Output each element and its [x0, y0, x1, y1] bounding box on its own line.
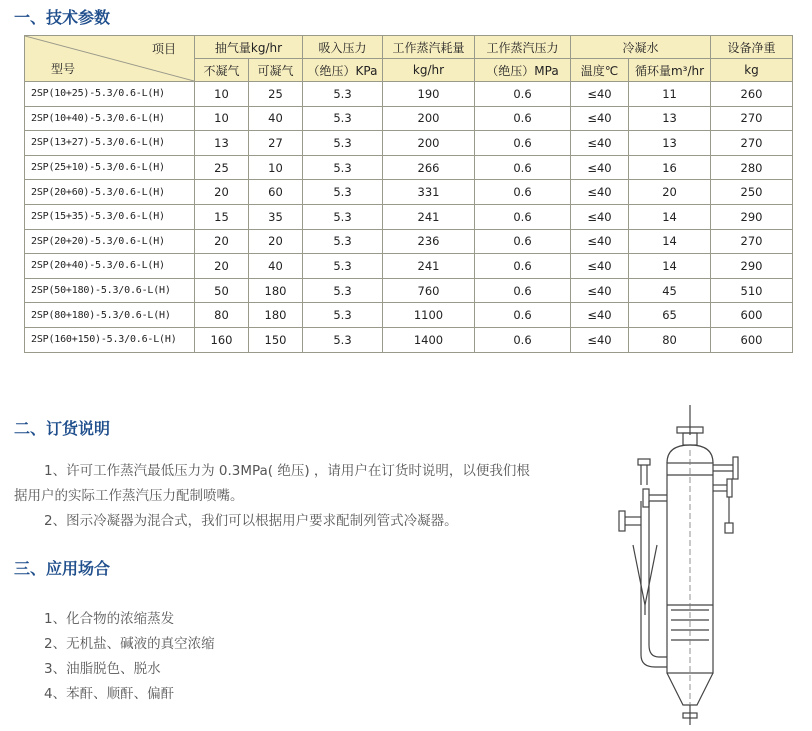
cell-model: 2SP(10+25)-5.3/0.6-L(H) — [25, 82, 195, 107]
cell-steam: 241 — [383, 204, 475, 229]
cell-pressure: 0.6 — [475, 106, 571, 131]
cell-weight: 600 — [711, 327, 793, 352]
cell-steam: 200 — [383, 106, 475, 131]
cell-weight: 280 — [711, 155, 793, 180]
table-row — [25, 303, 793, 328]
table-row — [25, 278, 793, 303]
cell-c: 40 — [249, 106, 303, 131]
cell-model: 2SP(50+180)-5.3/0.6-L(H) — [25, 278, 195, 303]
condenser-diagram — [605, 405, 805, 730]
cell-weight: 270 — [711, 131, 793, 156]
cell-circ: 45 — [629, 278, 711, 303]
table-row — [25, 229, 793, 254]
cell-steam: 190 — [383, 82, 475, 107]
cell-weight: 250 — [711, 180, 793, 205]
application-item: 1、化合物的浓缩蒸发 — [44, 611, 175, 627]
cell-steam: 200 — [383, 131, 475, 156]
cell-c: 35 — [249, 204, 303, 229]
cell-circ: 13 — [629, 131, 711, 156]
cell-temp: ≤40 — [571, 131, 629, 156]
cell-suction: 5.3 — [303, 131, 383, 156]
cell-weight: 290 — [711, 204, 793, 229]
cell-pressure: 0.6 — [475, 229, 571, 254]
cell-pressure: 0.6 — [475, 303, 571, 328]
cell-pressure: 0.6 — [475, 278, 571, 303]
cell-model: 2SP(20+60)-5.3/0.6-L(H) — [25, 180, 195, 205]
header-temperature: 温度℃ — [571, 59, 629, 82]
cell-circ: 14 — [629, 254, 711, 279]
cell-nc: 80 — [195, 303, 249, 328]
header-suction-pressure: 吸入压力 — [303, 36, 383, 59]
cell-suction: 5.3 — [303, 204, 383, 229]
cell-steam: 1400 — [383, 327, 475, 352]
cell-c: 150 — [249, 327, 303, 352]
cell-nc: 160 — [195, 327, 249, 352]
cell-weight: 260 — [711, 82, 793, 107]
cell-nc: 20 — [195, 254, 249, 279]
cell-suction: 5.3 — [303, 327, 383, 352]
header-steam-pressure-unit: （绝压）MPa — [475, 59, 571, 82]
cell-pressure: 0.6 — [475, 155, 571, 180]
table-row — [25, 180, 793, 205]
cell-c: 40 — [249, 254, 303, 279]
table-row — [25, 254, 793, 279]
header-net-weight-unit: kg — [711, 59, 793, 82]
cell-c: 60 — [249, 180, 303, 205]
cell-c: 27 — [249, 131, 303, 156]
cell-pressure: 0.6 — [475, 204, 571, 229]
cell-nc: 25 — [195, 155, 249, 180]
header-steam-consumption: 工作蒸汽耗量 — [383, 36, 475, 59]
cell-circ: 65 — [629, 303, 711, 328]
application-item: 2、无机盐、碱液的真空浓缩 — [44, 636, 215, 652]
header-item-label: 项目 — [151, 42, 176, 56]
cell-suction: 5.3 — [303, 254, 383, 279]
header-net-weight: 设备净重 — [711, 36, 793, 59]
header-model-label: 型号 — [51, 62, 76, 76]
cell-model: 2SP(25+10)-5.3/0.6-L(H) — [25, 155, 195, 180]
header-cooling-water: 冷凝水 — [571, 36, 711, 59]
table-row — [25, 155, 793, 180]
section-title-tech-params: 一、技术参数 — [14, 8, 111, 27]
cell-c: 25 — [249, 82, 303, 107]
header-steam-pressure: 工作蒸汽压力 — [475, 36, 571, 59]
cell-weight: 270 — [711, 106, 793, 131]
cell-temp: ≤40 — [571, 254, 629, 279]
cell-suction: 5.3 — [303, 278, 383, 303]
table-row — [25, 204, 793, 229]
cell-weight: 600 — [711, 303, 793, 328]
cell-model: 2SP(15+35)-5.3/0.6-L(H) — [25, 204, 195, 229]
cell-steam: 760 — [383, 278, 475, 303]
cell-steam: 241 — [383, 254, 475, 279]
cell-nc: 15 — [195, 204, 249, 229]
table-row — [25, 327, 793, 352]
header-steam-consumption-unit: kg/hr — [383, 59, 475, 82]
header-condensable: 可凝气 — [249, 59, 303, 82]
cell-suction: 5.3 — [303, 303, 383, 328]
table-body — [25, 82, 793, 353]
cell-circ: 13 — [629, 106, 711, 131]
cell-nc: 13 — [195, 131, 249, 156]
cell-suction: 5.3 — [303, 106, 383, 131]
cell-temp: ≤40 — [571, 278, 629, 303]
cell-model: 2SP(10+40)-5.3/0.6-L(H) — [25, 106, 195, 131]
cell-temp: ≤40 — [571, 303, 629, 328]
cell-suction: 5.3 — [303, 82, 383, 107]
cell-pressure: 0.6 — [475, 180, 571, 205]
cell-c: 10 — [249, 155, 303, 180]
cell-weight: 510 — [711, 278, 793, 303]
ordering-note-1-line-2: 据用户的实际工作蒸汽压力配制喷嘴。 — [14, 488, 244, 504]
section-title-applications: 三、应用场合 — [14, 559, 111, 578]
cell-steam: 331 — [383, 180, 475, 205]
cell-pressure: 0.6 — [475, 254, 571, 279]
cell-suction: 5.3 — [303, 180, 383, 205]
cell-temp: ≤40 — [571, 204, 629, 229]
cell-temp: ≤40 — [571, 327, 629, 352]
cell-suction: 5.3 — [303, 155, 383, 180]
header-diagonal-cell — [25, 36, 195, 82]
cell-circ: 16 — [629, 155, 711, 180]
ordering-note-2: 2、图示冷凝器为混合式，我们可以根据用户要求配制列管式冷凝器。 — [44, 513, 458, 529]
cell-pressure: 0.6 — [475, 131, 571, 156]
table-row — [25, 82, 793, 107]
cell-pressure: 0.6 — [475, 327, 571, 352]
cell-model: 2SP(13+27)-5.3/0.6-L(H) — [25, 131, 195, 156]
cell-c: 180 — [249, 303, 303, 328]
header-circulation: 循环量m³/hr — [629, 59, 711, 82]
header-exhaust: 抽气量kg/hr — [195, 36, 303, 59]
section-title-ordering: 二、订货说明 — [14, 419, 111, 438]
table-row — [25, 131, 793, 156]
cell-nc: 20 — [195, 180, 249, 205]
header-non-condensable: 不凝气 — [195, 59, 249, 82]
table-row — [25, 106, 793, 131]
spec-table — [24, 35, 793, 353]
cell-model: 2SP(160+150)-5.3/0.6-L(H) — [25, 327, 195, 352]
application-item: 3、油脂脱色、脱水 — [44, 661, 161, 677]
cell-temp: ≤40 — [571, 229, 629, 254]
cell-circ: 11 — [629, 82, 711, 107]
cell-circ: 80 — [629, 327, 711, 352]
cell-nc: 10 — [195, 82, 249, 107]
cell-c: 180 — [249, 278, 303, 303]
cell-steam: 1100 — [383, 303, 475, 328]
cell-model: 2SP(20+40)-5.3/0.6-L(H) — [25, 254, 195, 279]
header-suction-unit: （绝压）KPa — [303, 59, 383, 82]
cell-suction: 5.3 — [303, 229, 383, 254]
cell-circ: 14 — [629, 229, 711, 254]
cell-temp: ≤40 — [571, 106, 629, 131]
cell-weight: 270 — [711, 229, 793, 254]
cell-pressure: 0.6 — [475, 82, 571, 107]
cell-circ: 20 — [629, 180, 711, 205]
cell-circ: 14 — [629, 204, 711, 229]
cell-nc: 50 — [195, 278, 249, 303]
ordering-note-1-line-1: 1、许可工作蒸汽最低压力为 0.3MPa( 绝压) ，请用户在订货时说明，以便我们根 — [44, 463, 530, 479]
cell-temp: ≤40 — [571, 82, 629, 107]
cell-nc: 20 — [195, 229, 249, 254]
cell-steam: 266 — [383, 155, 475, 180]
cell-model: 2SP(20+20)-5.3/0.6-L(H) — [25, 229, 195, 254]
cell-nc: 10 — [195, 106, 249, 131]
cell-steam: 236 — [383, 229, 475, 254]
cell-c: 20 — [249, 229, 303, 254]
cell-temp: ≤40 — [571, 155, 629, 180]
application-item: 4、苯酐、顺酐、偏酐 — [44, 686, 175, 702]
cell-temp: ≤40 — [571, 180, 629, 205]
cell-model: 2SP(80+180)-5.3/0.6-L(H) — [25, 303, 195, 328]
cell-weight: 290 — [711, 254, 793, 279]
